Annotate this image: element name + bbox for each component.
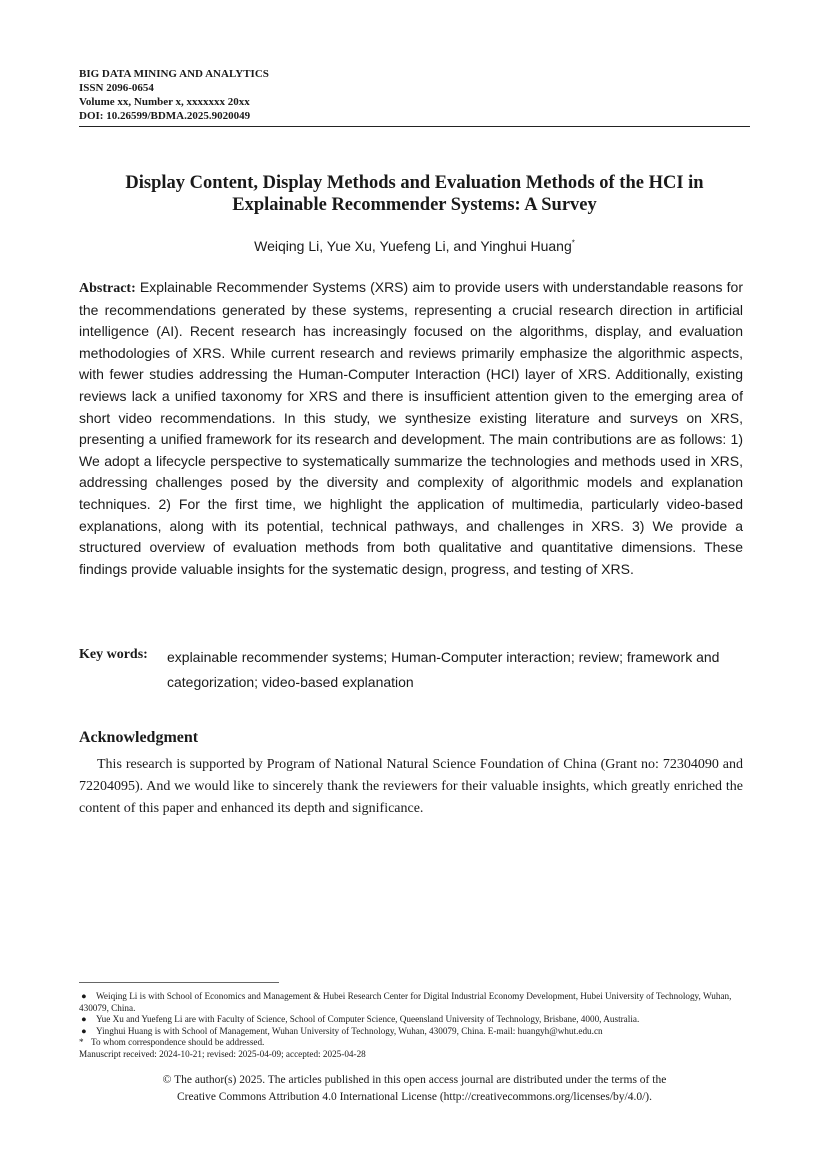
- footnote-bullet-icon: ●: [81, 1025, 87, 1036]
- footnote-bullet-icon: ●: [81, 1014, 87, 1025]
- footnote-correspondence: [79, 1037, 750, 1049]
- footnotes: [79, 991, 750, 1061]
- journal-header: [79, 67, 750, 123]
- abstract: [79, 277, 743, 580]
- license-notice: [79, 1072, 750, 1106]
- footnote-text: Yinghui Huang is with School of Management, Wuhan University of Technology, Wuhan, 430079, China. E-mail: huangyh@whut.edu.cn: [96, 1025, 603, 1036]
- license-line-1: © The author(s) 2025. The articles published in this open access journal are distributed under the terms of the: [162, 1074, 667, 1086]
- acknowledgment-text: This research is supported by Program of National Natural Science Foundation of China (Grant no: 72304090 and 72204095). And we would like to sincerely thank the reviewers for their valuable insights, which greatly enriched the content of this paper and enhanced its depth and significance.: [79, 757, 743, 816]
- footnote-item: [79, 991, 750, 1014]
- abstract-text: Explainable Recommender Systems (XRS) aim to provide users with understandable reasons for the recommendations generated by these systems, representing a crucial research direction in artificial intelligence (AI). Recent research has increasingly focused on the algorithms, display, and evaluation methodologies of XRS. While current research and reviews primarily emphasize the algorithmic aspects, with fewer studies addressing the Human-Computer Interaction (HCI) layer of XRS. Additionally, existing reviews lack a unified taxonomy for XRS and there is insufficient attention given to the emerging area of short video recommendations. In this study, we synthesize existing literature and surveys on XRS, presenting a unified framework for its research and development. The main contributions are as follows: 1) We adopt a lifecycle perspective to systematically summarize the technologies and methods used in XRS, addressing challenges posed by the diversity and complexity of algorithmic models and explanation techniques. 2) For the first time, we highlight the application of multimedia, particularly video-based explanations, along with its potential, technical pathways, and challenges in XRS. 3) We provide a structured overview of evaluation methods from both qualitative and quantitative dimensions. These findings provide valuable insights for the systematic design, progress, and testing of XRS.: [79, 279, 743, 577]
- paper-title: [79, 172, 750, 216]
- title-line-2: Explainable Recommender Systems: A Survey: [232, 195, 597, 215]
- journal-name: BIG DATA MINING AND ANALYTICS: [79, 68, 269, 80]
- title-line-1: Display Content, Display Methods and Evaluation Methods of the HCI in: [125, 173, 704, 193]
- footnote-text: Weiqing Li is with School of Economics and Management & Hubei Research Center for Digital Industrial Economy Development, Hubei University of Technology, Wuhan, 430079, China.: [79, 991, 732, 1013]
- manuscript-dates: Manuscript received: 2024-10-21; revised: 2025-04-09; accepted: 2025-04-28: [79, 1048, 366, 1059]
- footnote-divider: [79, 982, 279, 983]
- footnote-item: [79, 1026, 750, 1038]
- footnote-star-mark: *: [79, 1037, 84, 1048]
- author-list: [79, 236, 750, 256]
- header-divider: [79, 126, 750, 127]
- keywords-label: Key words:: [79, 647, 148, 662]
- footnote-bullet-icon: ●: [81, 991, 87, 1001]
- journal-issn: ISSN 2096-0654: [79, 82, 154, 94]
- acknowledgment-heading: Acknowledgment: [79, 729, 199, 746]
- keywords-text: explainable recommender systems; Human-Computer interaction; review; framework and categorization; video-based explanation: [167, 649, 720, 690]
- correspondence-note: To whom correspondence should be addressed.: [91, 1037, 265, 1048]
- journal-volume: Volume xx, Number x, xxxxxxx 20xx: [79, 96, 250, 108]
- corresponding-author-mark: *: [571, 238, 575, 248]
- author-names: Weiqing Li, Yue Xu, Yuefeng Li, and Yinghui Huang: [254, 238, 572, 254]
- license-line-2: Creative Commons Attribution 4.0 International License (http://creativecommons.org/licenses/by/4.0/).: [176, 1091, 653, 1103]
- footnote-item: [79, 1014, 750, 1026]
- footnote-text: Yue Xu and Yuefeng Li are with Faculty of Science, School of Computer Science, Queensland University of Technology, Brisbane, 4000, Australia.: [96, 1014, 640, 1025]
- abstract-label: Abstract:: [79, 281, 136, 296]
- journal-doi: DOI: 10.26599/BDMA.2025.9020049: [79, 110, 251, 122]
